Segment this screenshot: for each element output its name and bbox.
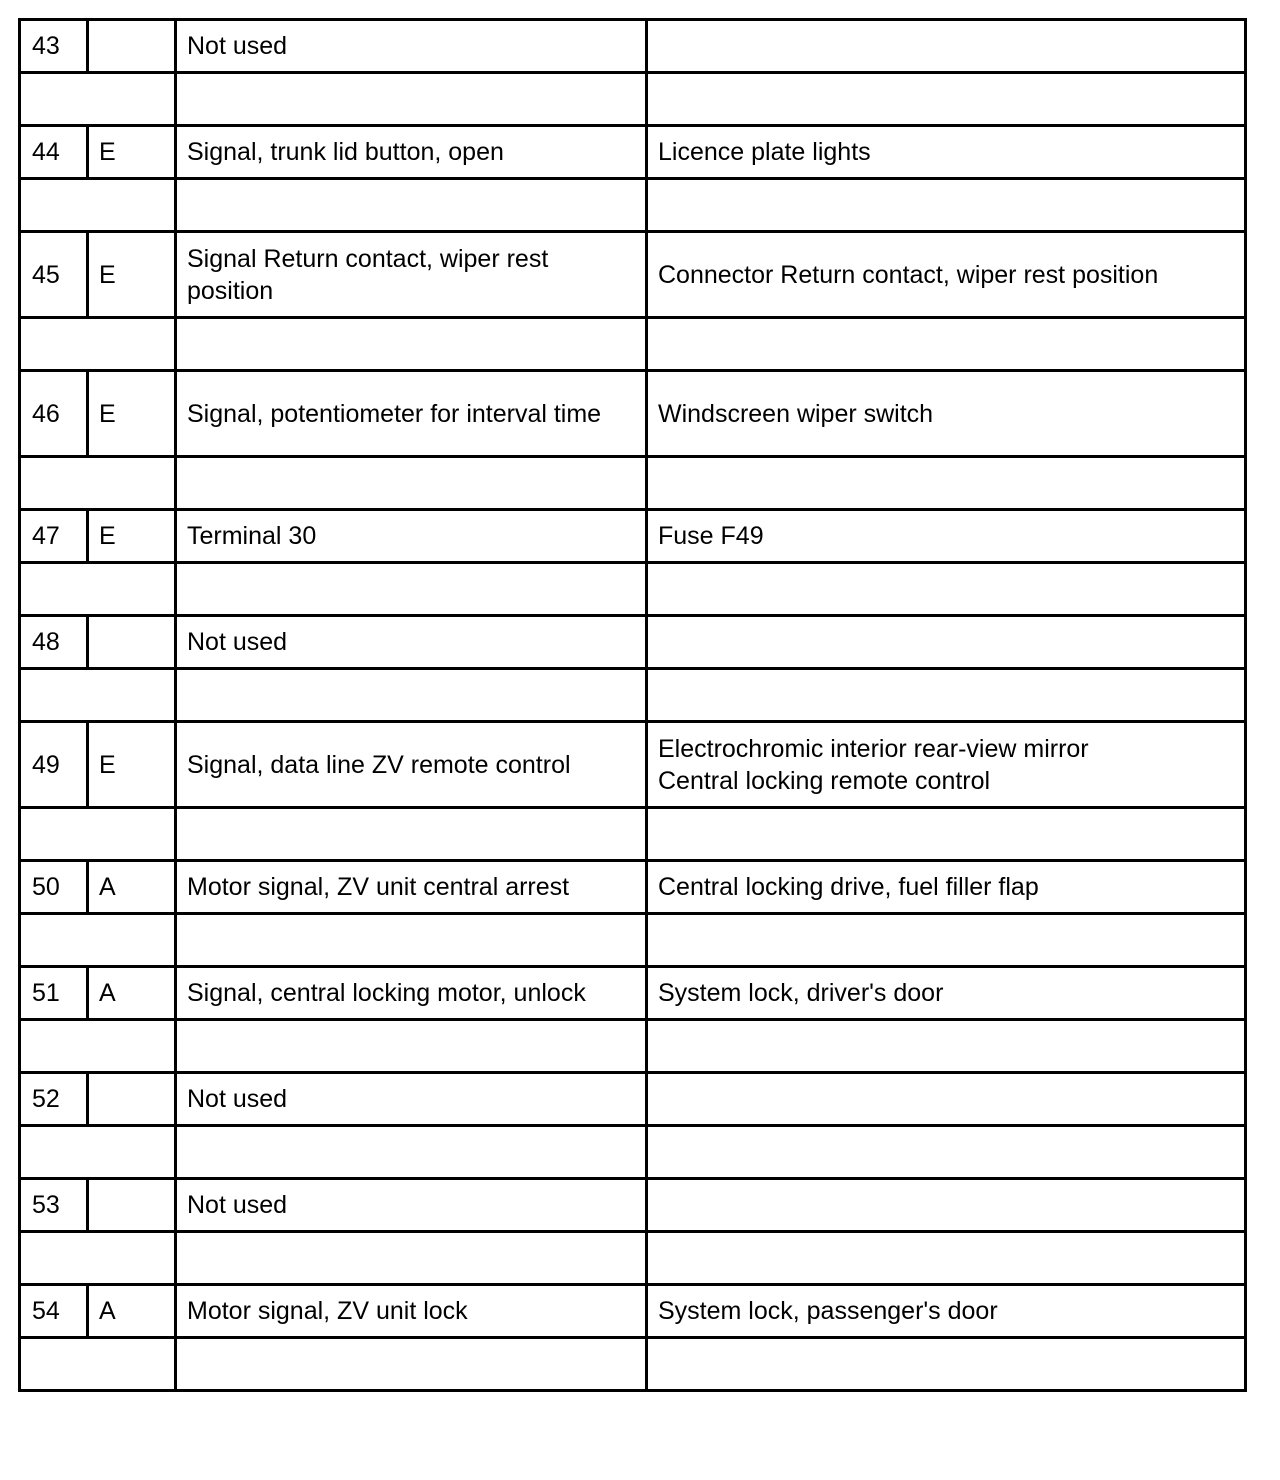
signal-description: Motor signal, ZV unit lock — [176, 1285, 647, 1338]
signal-description: Signal, data line ZV remote control — [176, 722, 647, 808]
signal-type: E — [88, 722, 176, 808]
spacer-row — [20, 563, 1246, 616]
signal-type: E — [88, 232, 176, 318]
signal-description: Signal, potentiometer for interval time — [176, 371, 647, 457]
connection — [647, 722, 1246, 808]
pin-number: 52 — [20, 1073, 88, 1126]
spacer-row — [20, 808, 1246, 861]
signal-type: E — [88, 126, 176, 179]
signal-description: Signal, central locking motor, unlock — [176, 967, 647, 1020]
signal-type — [88, 616, 176, 669]
signal-type: E — [88, 510, 176, 563]
pin-number: 54 — [20, 1285, 88, 1338]
table-row-pin-54 — [20, 1285, 1246, 1338]
signal-type — [88, 20, 176, 73]
connection — [647, 616, 1246, 669]
signal-description: Signal Return contact, wiper rest position — [176, 232, 647, 318]
signal-type — [88, 1073, 176, 1126]
signal-type: A — [88, 967, 176, 1020]
signal-type — [88, 1179, 176, 1232]
table-row-pin-52 — [20, 1073, 1246, 1126]
pin-number: 45 — [20, 232, 88, 318]
connection: Central locking drive, fuel filler flap — [647, 861, 1246, 914]
signal-type: A — [88, 1285, 176, 1338]
connection: Connector Return contact, wiper rest position — [647, 232, 1246, 318]
pin-number: 48 — [20, 616, 88, 669]
signal-description: Not used — [176, 616, 647, 669]
spacer-row — [20, 1020, 1246, 1073]
pin-number: 51 — [20, 967, 88, 1020]
table-row-pin-49 — [20, 722, 1246, 808]
spacer-row — [20, 669, 1246, 722]
pin-assignment-table — [18, 18, 1247, 1392]
spacer-row — [20, 1338, 1246, 1391]
connection: Licence plate lights — [647, 126, 1246, 179]
spacer-row — [20, 914, 1246, 967]
signal-description: Terminal 30 — [176, 510, 647, 563]
connection: System lock, driver's door — [647, 967, 1246, 1020]
pin-number: 43 — [20, 20, 88, 73]
table-row-pin-46 — [20, 371, 1246, 457]
connection: Fuse F49 — [647, 510, 1246, 563]
pin-number: 47 — [20, 510, 88, 563]
table-row-pin-48 — [20, 616, 1246, 669]
connection-line: Electrochromic interior rear-view mirror — [658, 734, 1089, 763]
spacer-row — [20, 1232, 1246, 1285]
pin-number: 46 — [20, 371, 88, 457]
connection — [647, 20, 1246, 73]
connection: Windscreen wiper switch — [647, 371, 1246, 457]
table-row-pin-44 — [20, 126, 1246, 179]
table-row-pin-43 — [20, 20, 1246, 73]
signal-description: Motor signal, ZV unit central arrest — [176, 861, 647, 914]
pin-number: 44 — [20, 126, 88, 179]
pin-number: 53 — [20, 1179, 88, 1232]
spacer-row — [20, 457, 1246, 510]
signal-description: Not used — [176, 1179, 647, 1232]
table-row-pin-51 — [20, 967, 1246, 1020]
table-row-pin-53 — [20, 1179, 1246, 1232]
pin-number: 49 — [20, 722, 88, 808]
spacer-row — [20, 73, 1246, 126]
spacer-row — [20, 1126, 1246, 1179]
table-row-pin-50 — [20, 861, 1246, 914]
signal-type: E — [88, 371, 176, 457]
table-row-pin-45 — [20, 232, 1246, 318]
connection — [647, 1179, 1246, 1232]
table-row-pin-47 — [20, 510, 1246, 563]
pin-number: 50 — [20, 861, 88, 914]
signal-description: Signal, trunk lid button, open — [176, 126, 647, 179]
spacer-row — [20, 179, 1246, 232]
connection-line: Central locking remote control — [658, 766, 991, 795]
signal-description: Not used — [176, 20, 647, 73]
connection — [647, 1073, 1246, 1126]
spacer-row — [20, 318, 1246, 371]
signal-type: A — [88, 861, 176, 914]
signal-description: Not used — [176, 1073, 647, 1126]
connection: System lock, passenger's door — [647, 1285, 1246, 1338]
